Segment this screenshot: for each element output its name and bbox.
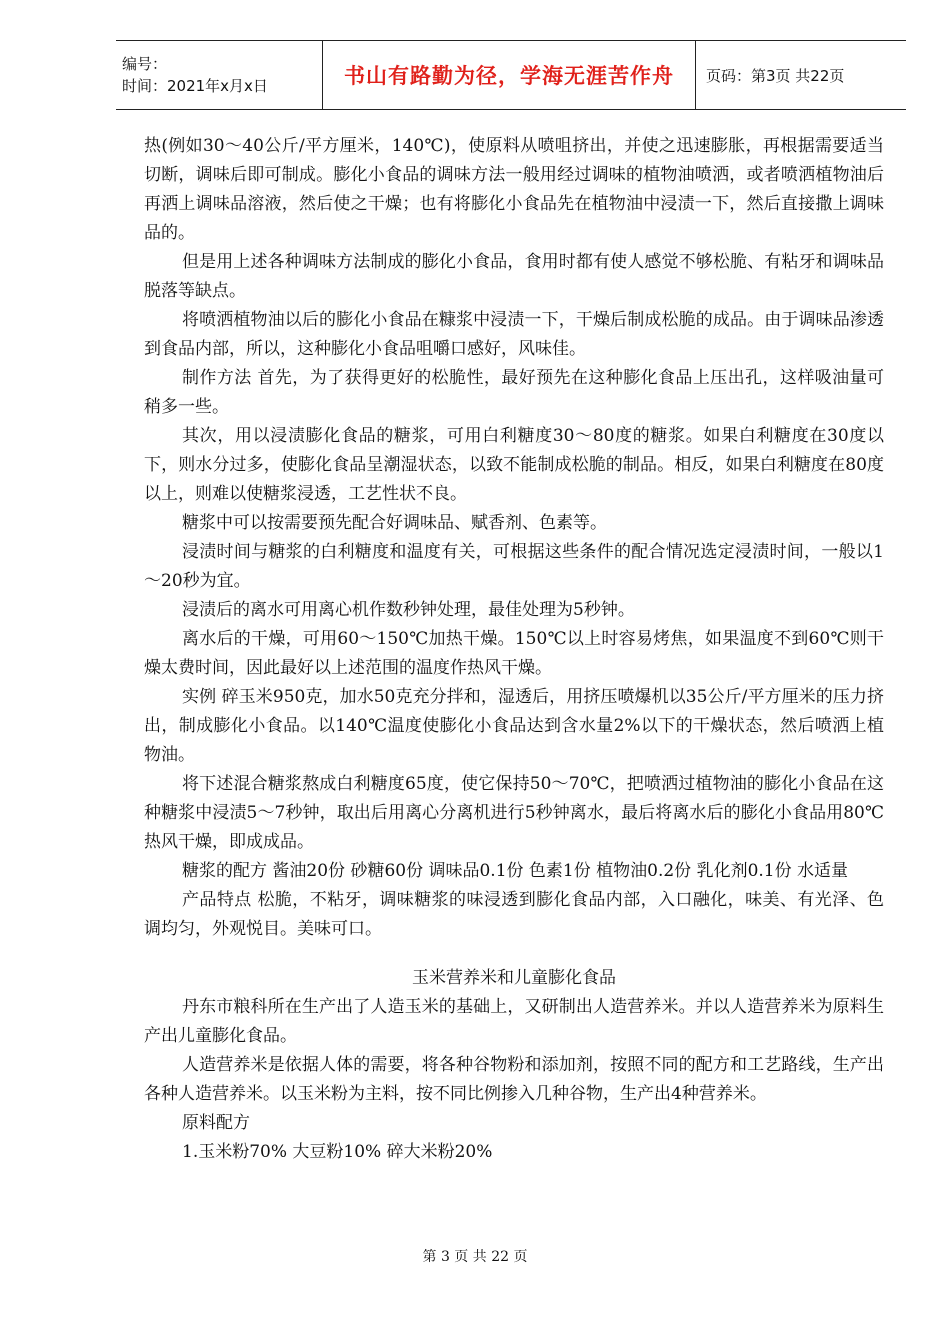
paragraph: 实例 碎玉米950克，加水50克充分拌和，湿透后，用挤压喷爆机以35公斤/平方厘米的压力挤出，制成膨化小食品。以140℃温度使膨化小食品达到含水量2%以下的干燥状态，然后喷洒上植物油。 bbox=[144, 687, 884, 765]
paragraph: 人造营养米是依据人体的需要，将各种谷物粉和添加剂，按照不同的配方和工艺路线，生产出各种人造营养米。以玉米粉为主料，按不同比例掺入几种谷物，生产出4种营养米。 bbox=[144, 1055, 884, 1104]
document-body bbox=[144, 132, 884, 1167]
document-time-label: 时间：2021年x月x日 bbox=[122, 77, 268, 95]
paragraph: 产品特点 松脆，不粘牙，调味糖浆的味浸透到膨化食品内部，入口融化，味美、有光泽、色调均匀，外观悦目。美味可口。 bbox=[144, 890, 884, 939]
paragraph: 将下述混合糖浆熬成白利糖度65度，使它保持50～70℃，把喷洒过植物油的膨化小食品在这种糖浆中浸渍5～7秒钟，取出后用离心分离机进行5秒钟离水，最后将离水后的膨化小食品用80℃热风干燥，即成成品。 bbox=[144, 774, 884, 852]
paragraph: 浸渍后的离水可用离心机作数秒钟处理，最佳处理为5秒钟。 bbox=[182, 600, 635, 620]
header-meta bbox=[116, 41, 322, 109]
paragraph: 制作方法 首先，为了获得更好的松脆性，最好预先在这种膨化食品上压出孔，这样吸油量可稍多一些。 bbox=[144, 368, 884, 417]
paragraph: 糖浆的配方 酱油20份 砂糖60份 调味品0.1份 色素1份 植物油0.2份 乳化剂0.1份 水适量 bbox=[182, 861, 849, 881]
paragraph: 但是用上述各种调味方法制成的膨化小食品，食用时都有使人感觉不够松脆、有粘牙和调味品脱落等缺点。 bbox=[144, 252, 884, 301]
paragraph: 原料配方 bbox=[182, 1113, 250, 1133]
paragraph: 1.玉米粉70% 大豆粉10% 碎大米粉20% bbox=[182, 1142, 493, 1162]
header-page-number: 页码：第3页 共22页 bbox=[706, 66, 845, 85]
paragraph: 丹东市粮科所在生产出了人造玉米的基础上，又研制出人造营养米。并以人造营养米为原料生产出儿童膨化食品。 bbox=[144, 997, 884, 1046]
paragraph: 其次，用以浸渍膨化食品的糖浆，可用白利糖度30～80度的糖浆。如果白利糖度在30度以下，则水分过多，使膨化食品呈潮湿状态，以致不能制成松脆的制品。相反，如果白利糖度在80度以上，则难以使糖浆浸透，工艺性状不良。 bbox=[144, 426, 884, 504]
section-title: 玉米营养米和儿童膨化食品 bbox=[412, 968, 616, 988]
paragraph: 热(例如30～40公斤/平方厘米，140℃)，使原料从喷咀挤出，并使之迅速膨胀，再根据需要适当切断，调味后即可制成。膨化小食品的调味方法一般用经过调味的植物油喷洒，或者喷洒植物油后再洒上调味品溶液，然后使之干燥；也有将膨化小食品先在植物油中浸渍一下，然后直接撒上调味品的。 bbox=[144, 136, 884, 243]
header-motto: 书山有路勤为径，学海无涯苦作舟 bbox=[322, 41, 696, 109]
page-footer: 第 3 页 共 22 页 bbox=[422, 1249, 528, 1265]
document-number-label: 编号： bbox=[122, 55, 168, 73]
paragraph: 浸渍时间与糖浆的白利糖度和温度有关，可根据这些条件的配合情况选定浸渍时间，一般以1～20秒为宜。 bbox=[144, 542, 884, 591]
paragraph: 将喷洒植物油以后的膨化小食品在糠浆中浸渍一下，干燥后制成松脆的成品。由于调味品渗透到食品内部，所以，这种膨化小食品咀嚼口感好，风味佳。 bbox=[144, 310, 884, 359]
paragraph: 糖浆中可以按需要预先配合好调味品、赋香剂、色素等。 bbox=[182, 513, 607, 533]
page-header bbox=[116, 40, 906, 110]
paragraph: 离水后的干燥，可用60～150℃加热干燥。150℃以上时容易烤焦，如果温度不到60℃则干燥太费时间，因此最好以上述范围的温度作热风干燥。 bbox=[144, 629, 884, 678]
